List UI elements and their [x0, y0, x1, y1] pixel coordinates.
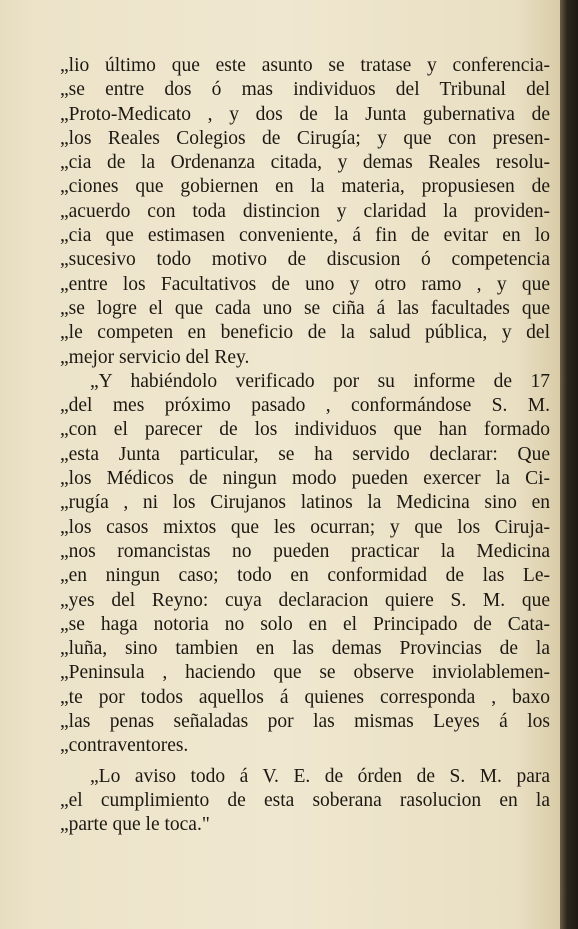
paragraph-1 — [60, 54, 550, 370]
page-text — [60, 54, 550, 838]
text-line: „Lo aviso todo á V. E. de órden de S. M. para — [90, 765, 550, 787]
text-line: „las penas señaladas por las mismas Leyes á los — [60, 711, 550, 733]
text-line: „te por todos aquellos á quienes corresponda , baxo — [60, 686, 550, 708]
text-line: „yes del Reyno: cuya declaracion quiere S. M. que — [60, 589, 550, 611]
text-line: „esta Junta particular, se ha servido declarar: Que — [60, 443, 550, 465]
text-line: „se haga notoria no solo en el Principado de Cata- — [60, 613, 550, 635]
paragraph-2 — [60, 370, 550, 759]
text-line: „luña, sino tambien en las demas Provincias de la — [60, 638, 550, 660]
paragraph-3 — [60, 765, 550, 838]
text-line: „los casos mixtos que les ocurran; y que los Ciruja- — [60, 516, 550, 538]
text-line: „mejor servicio del Rey. — [60, 346, 250, 368]
text-line: „del mes próximo pasado , conformándose S. M. — [60, 395, 550, 417]
text-line: „ciones que gobiernen en la materia, propusiesen de — [60, 176, 550, 198]
text-line: „acuerdo con toda distincion y claridad la providen- — [60, 200, 550, 222]
text-line: „cia que estimasen conveniente, á fin de evitar en lo — [60, 225, 550, 247]
text-line: „se entre dos ó mas individuos del Tribunal del — [60, 79, 550, 101]
text-line: „los Médicos de ningun modo pueden exercer la Ci- — [60, 468, 550, 490]
text-line: „Proto-Medicato , y dos de la Junta gubernativa de — [60, 103, 550, 125]
text-line: „los Reales Colegios de Cirugía; y que con presen- — [60, 127, 550, 149]
text-line: „sucesivo todo motivo de discusion ó competencia — [60, 249, 550, 271]
text-line: „le competen en beneficio de la salud pública, y del — [60, 322, 550, 344]
text-line: „nos romancistas no pueden practicar la Medicina — [60, 540, 550, 562]
text-line: „se logre el que cada uno se ciña á las facultades que — [60, 297, 550, 319]
text-line: „cia de la Ordenanza citada, y demas Reales resolu- — [60, 152, 550, 174]
text-line: „lio último que este asunto se tratase y conferencia- — [60, 55, 550, 76]
text-line: „parte que le toca." — [60, 814, 210, 836]
book-edge-shadow — [560, 0, 578, 929]
text-line: „entre los Facultativos de uno y otro ramo , y que — [60, 273, 550, 295]
text-line: „en ningun caso; todo en conformidad de las Le- — [60, 565, 550, 587]
text-line: „Y habiéndolo verificado por su informe de 17 — [90, 370, 550, 392]
text-line: „el cumplimiento de esta soberana rasolucion en la — [60, 789, 550, 811]
text-line: „contraventores. — [60, 735, 189, 757]
text-line: „rugía , ni los Cirujanos latinos la Medicina sino en — [60, 492, 550, 514]
text-line: „Peninsula , haciendo que se observe inviolablemen- — [60, 662, 550, 684]
text-line: „con el parecer de los individuos que han formado — [60, 419, 550, 441]
